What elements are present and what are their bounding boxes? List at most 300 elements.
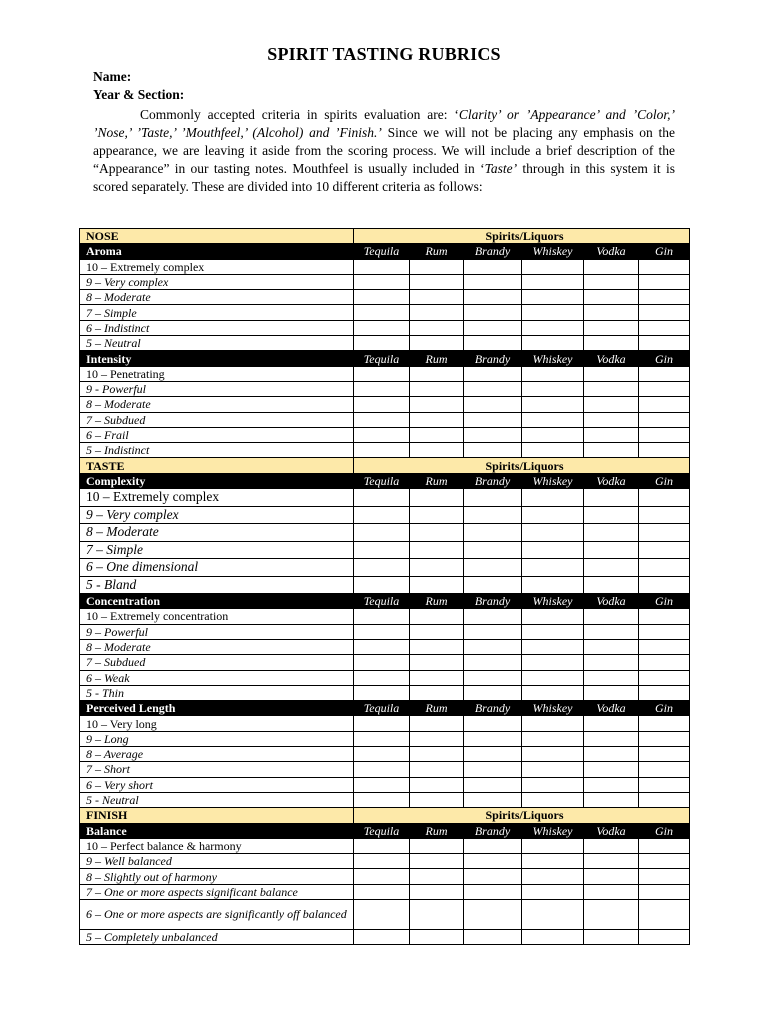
criterion-label: 10 – Extremely complex <box>80 259 354 274</box>
score-cell-brandy[interactable] <box>464 259 522 274</box>
score-cell-whiskey[interactable] <box>522 506 584 524</box>
spirit-column-rum: Rum <box>410 823 464 838</box>
criterion-label: 7 – Simple <box>80 541 354 559</box>
category-header-row <box>80 594 690 609</box>
spirit-column-gin: Gin <box>639 594 690 609</box>
score-cell-brandy[interactable] <box>464 412 522 427</box>
score-cell-whiskey[interactable] <box>522 381 584 396</box>
score-cell-whiskey[interactable] <box>522 397 584 412</box>
score-cell-brandy[interactable] <box>464 366 522 381</box>
score-cell-gin[interactable] <box>639 305 690 320</box>
score-cell-rum[interactable] <box>410 854 464 869</box>
score-cell-vodka[interactable] <box>584 624 639 639</box>
score-cell-tequila[interactable] <box>354 427 410 442</box>
score-cell-rum[interactable] <box>410 685 464 700</box>
criterion-label: 8 – Moderate <box>80 639 354 654</box>
score-cell-vodka[interactable] <box>584 854 639 869</box>
score-cell-tequila[interactable] <box>354 777 410 792</box>
score-cell-tequila[interactable] <box>354 274 410 289</box>
score-cell-gin[interactable] <box>639 489 690 507</box>
criterion-label: 7 – Simple <box>80 305 354 320</box>
score-cell-whiskey[interactable] <box>522 639 584 654</box>
score-cell-tequila[interactable] <box>354 747 410 762</box>
score-cell-vodka[interactable] <box>584 366 639 381</box>
criterion-label: 10 – Very long <box>80 716 354 731</box>
score-cell-tequila[interactable] <box>354 576 410 594</box>
criterion-row <box>80 366 690 381</box>
score-cell-whiskey[interactable] <box>522 524 584 542</box>
score-cell-brandy[interactable] <box>464 777 522 792</box>
score-cell-rum[interactable] <box>410 320 464 335</box>
score-cell-gin[interactable] <box>639 397 690 412</box>
score-cell-tequila[interactable] <box>354 639 410 654</box>
score-cell-vodka[interactable] <box>584 899 639 929</box>
score-cell-rum[interactable] <box>410 792 464 807</box>
score-cell-tequila[interactable] <box>354 869 410 884</box>
score-cell-gin[interactable] <box>639 838 690 853</box>
score-cell-rum[interactable] <box>410 489 464 507</box>
score-cell-vodka[interactable] <box>584 506 639 524</box>
score-cell-tequila[interactable] <box>354 670 410 685</box>
criterion-label: 6 – Very short <box>80 777 354 792</box>
spirit-column-vodka: Vodka <box>584 244 639 259</box>
score-cell-tequila[interactable] <box>354 443 410 458</box>
score-cell-whiskey[interactable] <box>522 899 584 929</box>
score-cell-gin[interactable] <box>639 443 690 458</box>
score-cell-tequila[interactable] <box>354 381 410 396</box>
score-cell-tequila[interactable] <box>354 716 410 731</box>
criterion-label: 8 – Moderate <box>80 397 354 412</box>
spirit-column-gin: Gin <box>639 244 690 259</box>
criterion-row <box>80 609 690 624</box>
score-cell-rum[interactable] <box>410 506 464 524</box>
score-cell-brandy[interactable] <box>464 670 522 685</box>
score-cell-vodka[interactable] <box>584 305 639 320</box>
score-cell-whiskey[interactable] <box>522 609 584 624</box>
score-cell-rum[interactable] <box>410 274 464 289</box>
score-cell-tequila[interactable] <box>354 259 410 274</box>
score-cell-brandy[interactable] <box>464 524 522 542</box>
score-cell-brandy[interactable] <box>464 559 522 577</box>
score-cell-vodka[interactable] <box>584 747 639 762</box>
criterion-label: 10 – Extremely concentration <box>80 609 354 624</box>
score-cell-vodka[interactable] <box>584 443 639 458</box>
score-cell-vodka[interactable] <box>584 489 639 507</box>
category-name: Aroma <box>80 244 354 259</box>
score-cell-whiskey[interactable] <box>522 305 584 320</box>
score-cell-brandy[interactable] <box>464 869 522 884</box>
score-cell-tequila[interactable] <box>354 854 410 869</box>
score-cell-tequila[interactable] <box>354 731 410 746</box>
score-cell-gin[interactable] <box>639 559 690 577</box>
score-cell-tequila[interactable] <box>354 792 410 807</box>
criterion-row <box>80 655 690 670</box>
score-cell-whiskey[interactable] <box>522 576 584 594</box>
spirit-column-gin: Gin <box>639 823 690 838</box>
criterion-row <box>80 274 690 289</box>
spirit-column-whiskey: Whiskey <box>522 473 584 488</box>
score-cell-gin[interactable] <box>639 762 690 777</box>
score-cell-vodka[interactable] <box>584 559 639 577</box>
criterion-label: 6 – Weak <box>80 670 354 685</box>
score-cell-rum[interactable] <box>410 639 464 654</box>
spirit-column-whiskey: Whiskey <box>522 594 584 609</box>
score-cell-brandy[interactable] <box>464 427 522 442</box>
score-cell-rum[interactable] <box>410 576 464 594</box>
spirit-column-rum: Rum <box>410 594 464 609</box>
spirit-column-whiskey: Whiskey <box>522 823 584 838</box>
criterion-row <box>80 290 690 305</box>
score-cell-gin[interactable] <box>639 541 690 559</box>
score-cell-whiskey[interactable] <box>522 929 584 944</box>
score-cell-tequila[interactable] <box>354 305 410 320</box>
score-cell-vodka[interactable] <box>584 320 639 335</box>
spirits-header: Spirits/Liquors <box>354 808 690 823</box>
criterion-row <box>80 762 690 777</box>
score-cell-tequila[interactable] <box>354 884 410 899</box>
score-cell-vodka[interactable] <box>584 336 639 351</box>
score-cell-tequila[interactable] <box>354 506 410 524</box>
score-cell-brandy[interactable] <box>464 336 522 351</box>
section-name: FINISH <box>80 808 354 823</box>
score-cell-rum[interactable] <box>410 838 464 853</box>
criterion-label: 8 – Moderate <box>80 290 354 305</box>
score-cell-gin[interactable] <box>639 655 690 670</box>
score-cell-gin[interactable] <box>639 777 690 792</box>
score-cell-rum[interactable] <box>410 305 464 320</box>
criterion-label: 6 – One or more aspects are significantly off balanced <box>80 899 354 929</box>
criterion-row <box>80 670 690 685</box>
criterion-row <box>80 792 690 807</box>
score-cell-gin[interactable] <box>639 685 690 700</box>
page-title: SPIRIT TASTING RUBRICS <box>267 44 501 64</box>
score-cell-rum[interactable] <box>410 397 464 412</box>
score-cell-gin[interactable] <box>639 427 690 442</box>
score-cell-brandy[interactable] <box>464 838 522 853</box>
score-cell-rum[interactable] <box>410 716 464 731</box>
score-cell-brandy[interactable] <box>464 489 522 507</box>
score-cell-vodka[interactable] <box>584 427 639 442</box>
category-name: Complexity <box>80 473 354 488</box>
criterion-label: 7 – Subdued <box>80 655 354 670</box>
score-cell-whiskey[interactable] <box>522 559 584 577</box>
score-cell-whiskey[interactable] <box>522 869 584 884</box>
score-cell-vodka[interactable] <box>584 397 639 412</box>
score-cell-whiskey[interactable] <box>522 541 584 559</box>
spirit-column-rum: Rum <box>410 701 464 716</box>
score-cell-brandy[interactable] <box>464 320 522 335</box>
criterion-label: 9 – Powerful <box>80 624 354 639</box>
score-cell-brandy[interactable] <box>464 305 522 320</box>
spirit-column-brandy: Brandy <box>464 701 522 716</box>
criterion-row <box>80 929 690 944</box>
spirits-header: Spirits/Liquors <box>354 229 690 244</box>
score-cell-rum[interactable] <box>410 524 464 542</box>
score-cell-brandy[interactable] <box>464 731 522 746</box>
score-cell-rum[interactable] <box>410 366 464 381</box>
score-cell-brandy[interactable] <box>464 884 522 899</box>
spirit-column-vodka: Vodka <box>584 351 639 366</box>
score-cell-rum[interactable] <box>410 869 464 884</box>
criterion-label: 7 – One or more aspects significant balance <box>80 884 354 899</box>
criterion-row <box>80 320 690 335</box>
score-cell-whiskey[interactable] <box>522 716 584 731</box>
score-cell-vodka[interactable] <box>584 685 639 700</box>
score-cell-tequila[interactable] <box>354 609 410 624</box>
score-cell-tequila[interactable] <box>354 624 410 639</box>
score-cell-vodka[interactable] <box>584 381 639 396</box>
score-cell-whiskey[interactable] <box>522 427 584 442</box>
criterion-label: 9 – Well balanced <box>80 854 354 869</box>
score-cell-vodka[interactable] <box>584 777 639 792</box>
score-cell-whiskey[interactable] <box>522 762 584 777</box>
score-cell-brandy[interactable] <box>464 639 522 654</box>
score-cell-tequila[interactable] <box>354 559 410 577</box>
score-cell-gin[interactable] <box>639 884 690 899</box>
score-cell-brandy[interactable] <box>464 609 522 624</box>
criterion-row <box>80 443 690 458</box>
score-cell-vodka[interactable] <box>584 576 639 594</box>
score-cell-rum[interactable] <box>410 731 464 746</box>
criterion-label: 10 – Perfect balance & harmony <box>80 838 354 853</box>
year-section-label: Year & Section: <box>93 87 185 102</box>
score-cell-rum[interactable] <box>410 541 464 559</box>
score-cell-vodka[interactable] <box>584 524 639 542</box>
score-cell-brandy[interactable] <box>464 747 522 762</box>
score-cell-gin[interactable] <box>639 899 690 929</box>
score-cell-gin[interactable] <box>639 854 690 869</box>
score-cell-tequila[interactable] <box>354 655 410 670</box>
criterion-label: 10 – Extremely complex <box>80 489 354 507</box>
score-cell-whiskey[interactable] <box>522 655 584 670</box>
score-cell-whiskey[interactable] <box>522 412 584 427</box>
score-cell-whiskey[interactable] <box>522 624 584 639</box>
score-cell-whiskey[interactable] <box>522 685 584 700</box>
score-cell-brandy[interactable] <box>464 685 522 700</box>
score-cell-tequila[interactable] <box>354 541 410 559</box>
score-cell-rum[interactable] <box>410 655 464 670</box>
score-cell-rum[interactable] <box>410 381 464 396</box>
score-cell-vodka[interactable] <box>584 929 639 944</box>
score-cell-whiskey[interactable] <box>522 320 584 335</box>
criterion-label: 7 – Subdued <box>80 412 354 427</box>
spirit-column-tequila: Tequila <box>354 823 410 838</box>
score-cell-gin[interactable] <box>639 381 690 396</box>
score-cell-brandy[interactable] <box>464 397 522 412</box>
score-cell-tequila[interactable] <box>354 412 410 427</box>
criterion-label: 8 – Slightly out of harmony <box>80 869 354 884</box>
category-header-row <box>80 351 690 366</box>
score-cell-tequila[interactable] <box>354 397 410 412</box>
score-cell-tequila[interactable] <box>354 320 410 335</box>
category-name: Intensity <box>80 351 354 366</box>
intro-paragraph <box>93 106 675 196</box>
criterion-label: 7 – Short <box>80 762 354 777</box>
score-cell-whiskey[interactable] <box>522 290 584 305</box>
spirit-column-tequila: Tequila <box>354 351 410 366</box>
score-cell-brandy[interactable] <box>464 274 522 289</box>
score-cell-whiskey[interactable] <box>522 884 584 899</box>
score-cell-vodka[interactable] <box>584 838 639 853</box>
criterion-row <box>80 489 690 507</box>
criterion-row <box>80 838 690 853</box>
score-cell-vodka[interactable] <box>584 731 639 746</box>
score-cell-gin[interactable] <box>639 576 690 594</box>
score-cell-brandy[interactable] <box>464 290 522 305</box>
criterion-row <box>80 624 690 639</box>
spirit-column-gin: Gin <box>639 351 690 366</box>
score-cell-gin[interactable] <box>639 524 690 542</box>
score-cell-whiskey[interactable] <box>522 792 584 807</box>
score-cell-whiskey[interactable] <box>522 731 584 746</box>
score-cell-gin[interactable] <box>639 747 690 762</box>
score-cell-gin[interactable] <box>639 639 690 654</box>
category-name: Balance <box>80 823 354 838</box>
score-cell-gin[interactable] <box>639 929 690 944</box>
score-cell-rum[interactable] <box>410 762 464 777</box>
score-cell-vodka[interactable] <box>584 716 639 731</box>
score-cell-tequila[interactable] <box>354 838 410 853</box>
score-cell-whiskey[interactable] <box>522 259 584 274</box>
score-cell-brandy[interactable] <box>464 929 522 944</box>
score-cell-gin[interactable] <box>639 274 690 289</box>
score-cell-tequila[interactable] <box>354 366 410 381</box>
name-label: Name: <box>93 69 132 84</box>
score-cell-vodka[interactable] <box>584 639 639 654</box>
score-cell-gin[interactable] <box>639 320 690 335</box>
score-cell-rum[interactable] <box>410 609 464 624</box>
spirit-column-brandy: Brandy <box>464 473 522 488</box>
score-cell-gin[interactable] <box>639 336 690 351</box>
score-cell-vodka[interactable] <box>584 412 639 427</box>
score-cell-gin[interactable] <box>639 366 690 381</box>
criterion-row <box>80 412 690 427</box>
score-cell-gin[interactable] <box>639 624 690 639</box>
score-cell-tequila[interactable] <box>354 899 410 929</box>
section-header-row <box>80 458 690 473</box>
score-cell-rum[interactable] <box>410 777 464 792</box>
score-cell-gin[interactable] <box>639 412 690 427</box>
score-cell-brandy[interactable] <box>464 541 522 559</box>
score-cell-brandy[interactable] <box>464 381 522 396</box>
score-cell-vodka[interactable] <box>584 541 639 559</box>
score-cell-rum[interactable] <box>410 899 464 929</box>
score-cell-gin[interactable] <box>639 731 690 746</box>
score-cell-vodka[interactable] <box>584 762 639 777</box>
criterion-label: 5 – Completely unbalanced <box>80 929 354 944</box>
score-cell-tequila[interactable] <box>354 685 410 700</box>
score-cell-whiskey[interactable] <box>522 747 584 762</box>
score-cell-gin[interactable] <box>639 259 690 274</box>
score-cell-rum[interactable] <box>410 747 464 762</box>
score-cell-brandy[interactable] <box>464 854 522 869</box>
score-cell-tequila[interactable] <box>354 489 410 507</box>
score-cell-rum[interactable] <box>410 290 464 305</box>
score-cell-vodka[interactable] <box>584 792 639 807</box>
score-cell-gin[interactable] <box>639 792 690 807</box>
criterion-row <box>80 884 690 899</box>
score-cell-whiskey[interactable] <box>522 670 584 685</box>
score-cell-brandy[interactable] <box>464 792 522 807</box>
criterion-label: 9 – Very complex <box>80 506 354 524</box>
score-cell-rum[interactable] <box>410 624 464 639</box>
score-cell-vodka[interactable] <box>584 609 639 624</box>
score-cell-brandy[interactable] <box>464 899 522 929</box>
score-cell-vodka[interactable] <box>584 884 639 899</box>
score-cell-whiskey[interactable] <box>522 336 584 351</box>
score-cell-vodka[interactable] <box>584 274 639 289</box>
score-cell-vodka[interactable] <box>584 869 639 884</box>
score-cell-rum[interactable] <box>410 427 464 442</box>
criterion-row <box>80 381 690 396</box>
score-cell-tequila[interactable] <box>354 762 410 777</box>
score-cell-rum[interactable] <box>410 259 464 274</box>
criterion-row <box>80 777 690 792</box>
score-cell-whiskey[interactable] <box>522 366 584 381</box>
score-cell-brandy[interactable] <box>464 655 522 670</box>
criterion-label: 8 – Moderate <box>80 524 354 542</box>
criterion-row <box>80 685 690 700</box>
score-cell-gin[interactable] <box>639 609 690 624</box>
spirit-column-rum: Rum <box>410 473 464 488</box>
score-cell-vodka[interactable] <box>584 670 639 685</box>
score-cell-brandy[interactable] <box>464 762 522 777</box>
spirit-column-vodka: Vodka <box>584 701 639 716</box>
score-cell-rum[interactable] <box>410 929 464 944</box>
criterion-row <box>80 524 690 542</box>
score-cell-tequila[interactable] <box>354 524 410 542</box>
score-cell-whiskey[interactable] <box>522 777 584 792</box>
score-cell-tequila[interactable] <box>354 290 410 305</box>
score-cell-whiskey[interactable] <box>522 443 584 458</box>
score-cell-brandy[interactable] <box>464 506 522 524</box>
score-cell-gin[interactable] <box>639 869 690 884</box>
score-cell-whiskey[interactable] <box>522 274 584 289</box>
score-cell-gin[interactable] <box>639 506 690 524</box>
criterion-row <box>80 576 690 594</box>
score-cell-gin[interactable] <box>639 290 690 305</box>
score-cell-brandy[interactable] <box>464 716 522 731</box>
intro-text-run: Taste’ <box>484 161 518 176</box>
score-cell-rum[interactable] <box>410 443 464 458</box>
score-cell-vodka[interactable] <box>584 259 639 274</box>
criterion-label: 5 - Bland <box>80 576 354 594</box>
score-cell-whiskey[interactable] <box>522 854 584 869</box>
criterion-row <box>80 397 690 412</box>
score-cell-rum[interactable] <box>410 559 464 577</box>
score-cell-whiskey[interactable] <box>522 838 584 853</box>
score-cell-rum[interactable] <box>410 884 464 899</box>
score-cell-rum[interactable] <box>410 412 464 427</box>
score-cell-brandy[interactable] <box>464 576 522 594</box>
score-cell-tequila[interactable] <box>354 336 410 351</box>
criterion-label: 5 – Neutral <box>80 336 354 351</box>
score-cell-vodka[interactable] <box>584 655 639 670</box>
criterion-row <box>80 305 690 320</box>
spirit-column-vodka: Vodka <box>584 473 639 488</box>
score-cell-tequila[interactable] <box>354 929 410 944</box>
score-cell-rum[interactable] <box>410 670 464 685</box>
criterion-label: 8 – Average <box>80 747 354 762</box>
criterion-row <box>80 854 690 869</box>
score-cell-rum[interactable] <box>410 336 464 351</box>
score-cell-gin[interactable] <box>639 716 690 731</box>
score-cell-brandy[interactable] <box>464 624 522 639</box>
score-cell-whiskey[interactable] <box>522 489 584 507</box>
score-cell-vodka[interactable] <box>584 290 639 305</box>
score-cell-brandy[interactable] <box>464 443 522 458</box>
score-cell-gin[interactable] <box>639 670 690 685</box>
